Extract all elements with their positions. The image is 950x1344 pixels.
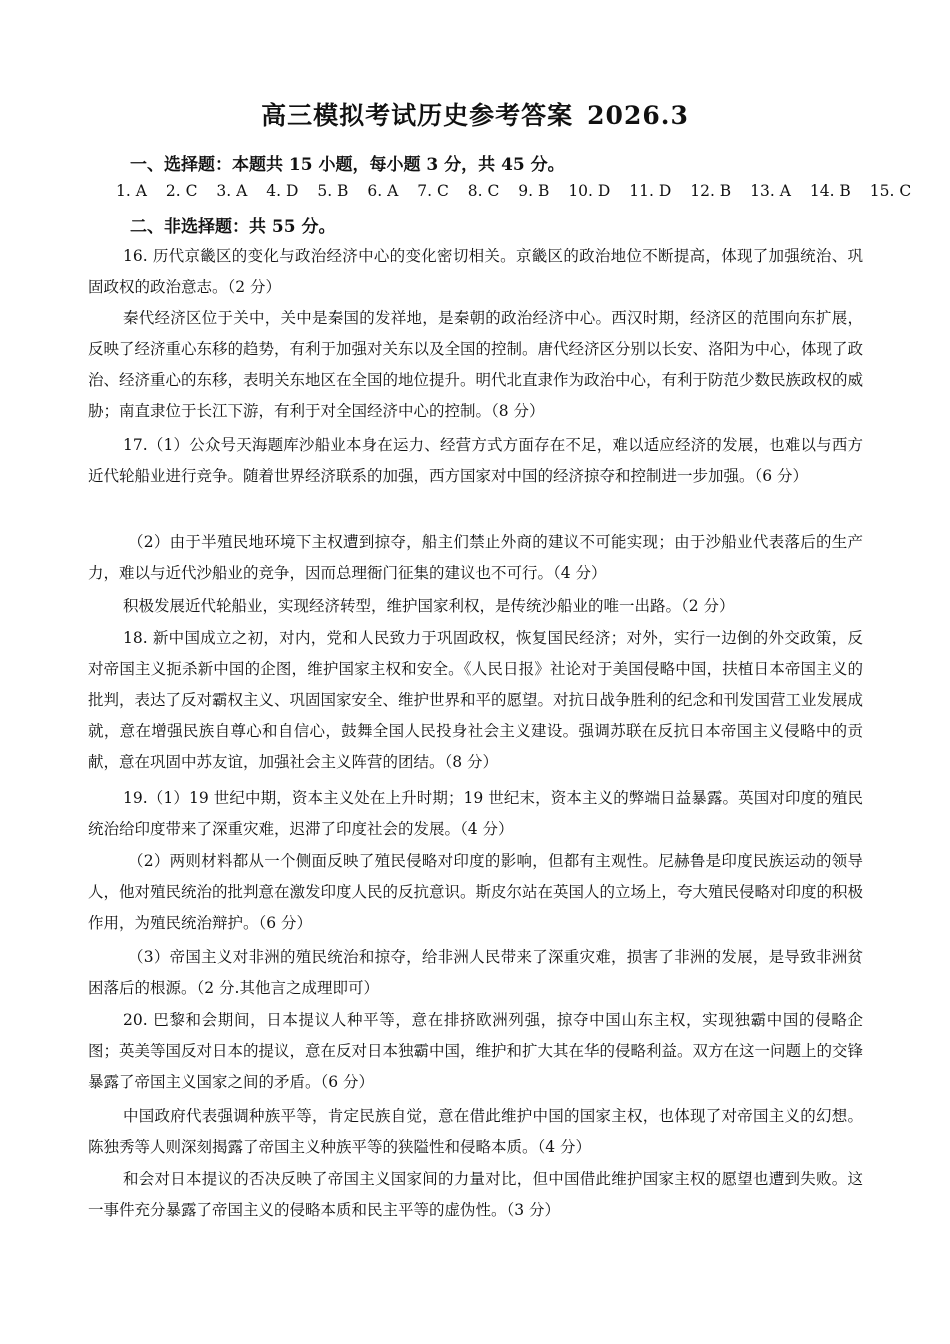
choice-answer: 15. C: [869, 182, 912, 200]
choice-answer: 2. C: [165, 182, 198, 200]
answer-paragraph-20: 20. 巴黎和会期间，日本提议人种平等，意在排挤欧洲列强，掠夺中国山东主权，实现独霸中国的侵略企图；英美等国反对日本的提议，意在反对日本独霸中国，维护和扩大其在华的侵略利益。双方在这一问题上的交锋暴露了帝国主义国家之间的矛盾。（6 分）: [88, 1011, 864, 1091]
choice-answer: 10. D: [568, 182, 611, 200]
choice-answer: 6. A: [367, 182, 399, 200]
answer-paragraph-20b: 中国政府代表强调种族平等，肯定民族自觉，意在借此维护中国的国家主权，也体现了对帝国主义的幻想。陈独秀等人则深刻揭露了帝国主义种族平等的狭隘性和侵略本质。（4 分）: [88, 1107, 863, 1156]
choice-answer: 14. B: [809, 182, 851, 200]
answer-paragraph-16b: 秦代经济区位于关中，关中是秦国的发祥地，是秦朝的政治经济中心。西汉时期，经济区的范围向东扩展，反映了经济重心东移的趋势，有利于加强对关东以及全国的控制。唐代经济区分别以长安、洛阳为中心，体现了政治、经济重心的东移，表明关东地区在全国的地位提升。明代北直隶作为政治中心，有利于防范少数民族政权的威胁；南直隶位于长江下游，有利于对全国经济中心的控制。（8 分）: [88, 309, 864, 420]
choice-answer: 3. A: [216, 182, 248, 200]
answer-paragraph-18: 18. 新中国成立之初，对内，党和人民致力于巩固政权，恢复国民经济；对外，实行一边倒的外交政策，反对帝国主义扼杀新中国的企图，维护国家主权和安全。《人民日报》社论对于美国侵略中国，扶植日本帝国主义的批判，表达了反对霸权主义、巩固国家安全、维护世界和平的愿望。对抗日战争胜利的纪念和刊发国营工业发展成就，意在增强民族自尊心和自信心，鼓舞全国人民投身社会主义建设。强调苏联在反抗日本帝国主义侵略中的贡献，意在巩固中苏友谊，加强社会主义阵营的团结。（8 分）: [88, 629, 864, 771]
choice-answer: 4. D: [266, 182, 299, 200]
choice-answer: 8. C: [467, 182, 500, 200]
title-text: 高三模拟考试历史参考答案: [261, 101, 574, 130]
answer-paragraph-17-1: 17.（1）公众号天海题库沙船业本身在运力、经营方式方面存在不足，难以适应经济的发展，也难以与西方近代轮船业进行竞争。随着世界经济联系的加强，西方国家对中国的经济掠夺和控制进一步加强。（6 分）: [88, 436, 863, 485]
section-heading-nonchoice: 二、非选择题：共 55 分。: [130, 217, 336, 237]
choice-answer: 1. A: [116, 182, 147, 200]
choice-answer: 7. C: [417, 182, 449, 200]
answer-paragraph-17-3: 积极发展近代轮船业，实现经济转型，维护国家利权，是传统沙船业的唯一出路。（2 分）: [123, 597, 735, 615]
choice-answer: 12. B: [690, 182, 732, 200]
answer-paragraph-19-1: 19.（1）19 世纪中期，资本主义处在上升时期；19 世纪末，资本主义的弊端日益暴露。英国对印度的殖民统治给印度带来了深重灾难，迟滞了印度社会的发展。（4 分）: [88, 789, 863, 838]
answer-paragraph-19-3: （3）帝国主义对非洲的殖民统治和掠夺，给非洲人民带来了深重灾难，损害了非洲的发展，是导致非洲贫困落后的根源。（2 分.其他言之成理即可）: [88, 948, 863, 997]
section-heading-choice: 一、选择题：本题共 15 小题，每小题 3 分，共 45 分。: [130, 155, 565, 175]
answer-paragraph-20c: 和会对日本提议的否决反映了帝国主义国家间的力量对比，但中国借此维护国家主权的愿望也遭到失败。这一事件充分暴露了帝国主义的侵略本质和民主平等的虚伪性。（3 分）: [88, 1170, 863, 1219]
choice-answer: 11. D: [629, 182, 672, 200]
answer-paragraph-17-2: （2）由于半殖民地环境下主权遭到掠夺，船主们禁止外商的建议不可能实现；由于沙船业代表落后的生产力，难以与近代沙船业的竞争，因而总理衙门征集的建议也不可行。（4 分）: [88, 533, 863, 582]
choice-answer: 13. A: [750, 182, 791, 200]
choice-answer: 5. B: [317, 182, 349, 200]
page-title: [0, 96, 950, 132]
choice-answer: 9. B: [518, 182, 550, 200]
answer-paragraph-19-2: （2）两则材料都从一个侧面反映了殖民侵略对印度的影响，但都有主观性。尼赫鲁是印度民族运动的领导人，他对殖民统治的批判意在激发印度人民的反抗意识。斯皮尔站在英国人的立场上，夸大殖民侵略对印度的积极作用，为殖民统治辩护。（6 分）: [88, 852, 864, 932]
choice-answer-list: [116, 182, 925, 200]
title-date: 2026.3: [587, 101, 689, 130]
answer-paragraph-16: 16. 历代京畿区的变化与政治经济中心的变化密切相关。京畿区的政治地位不断提高，体现了加强统治、巩固政权的政治意志。（2 分）: [88, 247, 863, 296]
